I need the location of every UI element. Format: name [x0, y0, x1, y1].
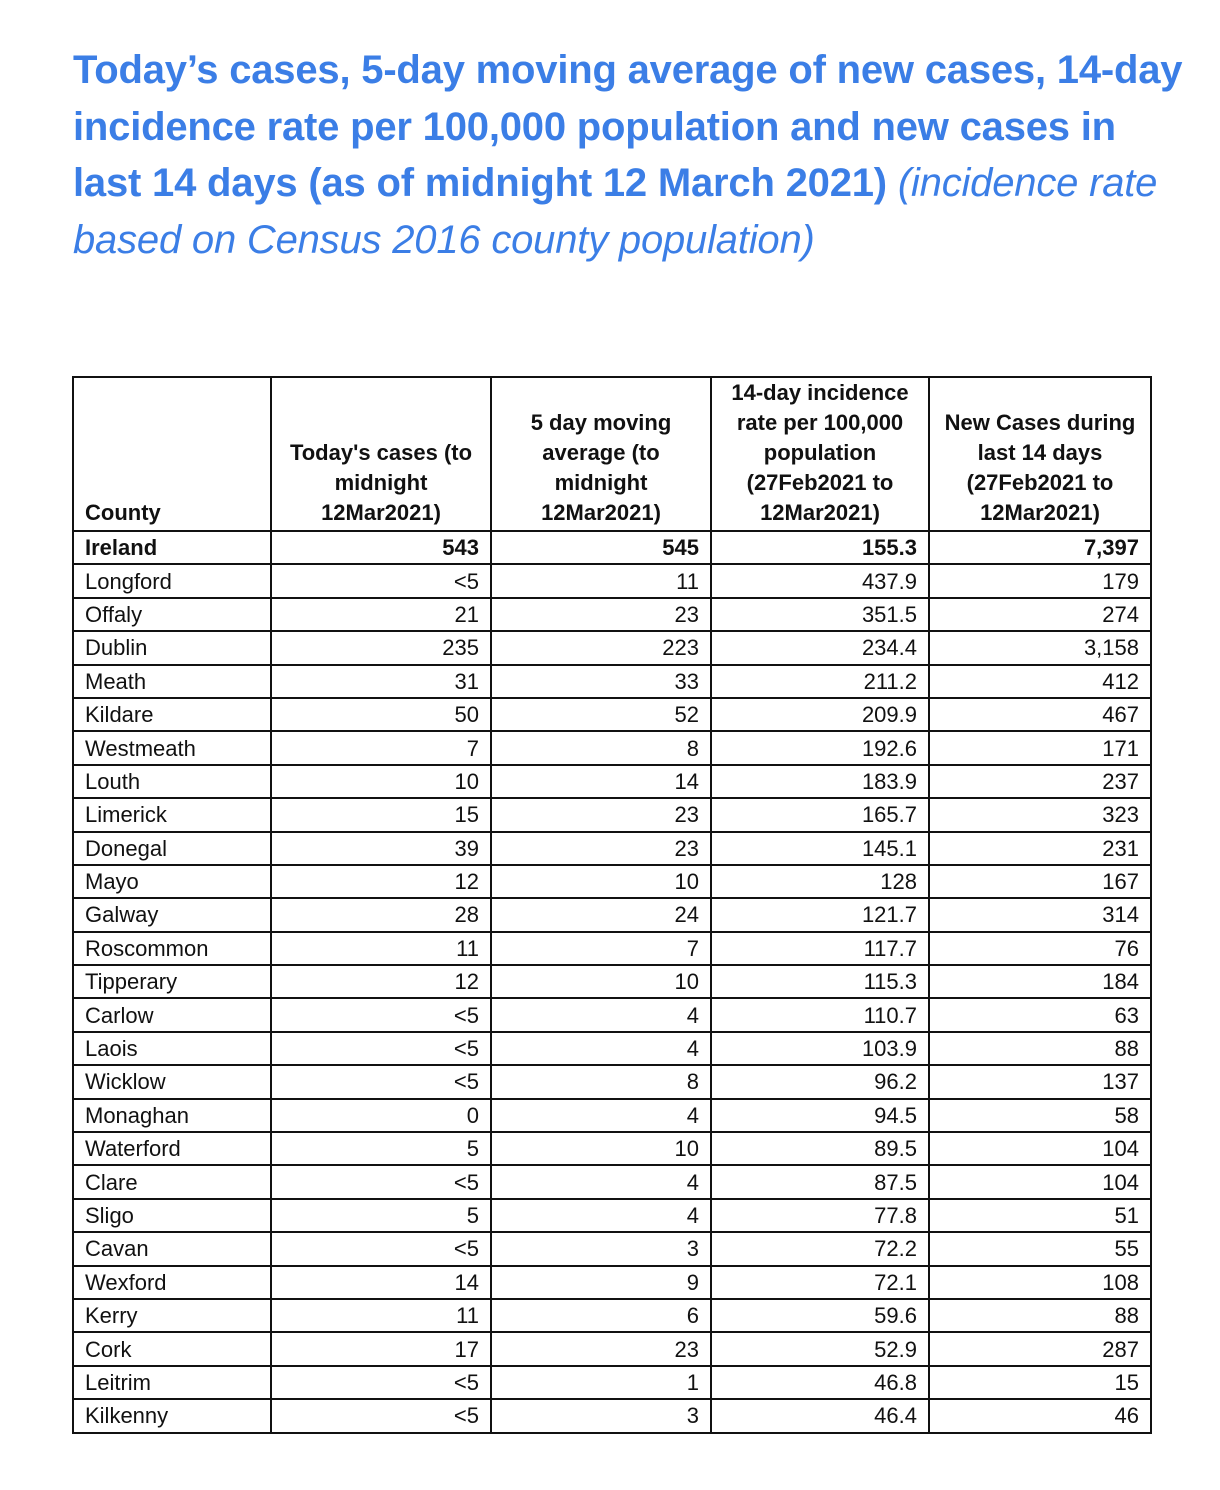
county-name: Donegal: [73, 832, 271, 865]
table-row: [73, 865, 1151, 898]
new-cases: 15: [929, 1366, 1151, 1399]
moving-average: 545: [491, 531, 711, 564]
todays-cases: 28: [271, 898, 491, 931]
table-row: [73, 1132, 1151, 1165]
table-row: [73, 1232, 1151, 1265]
new-cases: 104: [929, 1165, 1151, 1198]
new-cases: 167: [929, 865, 1151, 898]
incidence-rate: 72.1: [711, 1266, 929, 1299]
county-name: Galway: [73, 898, 271, 931]
new-cases: 46: [929, 1399, 1151, 1432]
table-row: [73, 731, 1151, 764]
todays-cases: 5: [271, 1132, 491, 1165]
moving-average: 4: [491, 1165, 711, 1198]
incidence-rate: 155.3: [711, 531, 929, 564]
todays-cases: <5: [271, 1232, 491, 1265]
header-todays-cases: Today's cases (to midnight 12Mar2021): [271, 377, 491, 531]
moving-average: 23: [491, 1332, 711, 1365]
county-name: Tipperary: [73, 965, 271, 998]
total-row: [73, 531, 1151, 564]
table-row: [73, 1099, 1151, 1132]
county-name: Limerick: [73, 798, 271, 831]
county-name: Westmeath: [73, 731, 271, 764]
table-row: [73, 1065, 1151, 1098]
todays-cases: 10: [271, 765, 491, 798]
new-cases: 63: [929, 998, 1151, 1031]
new-cases: 179: [929, 564, 1151, 597]
todays-cases: <5: [271, 564, 491, 597]
incidence-rate: 46.8: [711, 1366, 929, 1399]
county-name: Kilkenny: [73, 1399, 271, 1432]
county-name: Longford: [73, 564, 271, 597]
county-name: Laois: [73, 1032, 271, 1065]
county-name: Roscommon: [73, 932, 271, 965]
new-cases: 137: [929, 1065, 1151, 1098]
county-name: Louth: [73, 765, 271, 798]
incidence-rate: 117.7: [711, 932, 929, 965]
new-cases: 51: [929, 1199, 1151, 1232]
todays-cases: 21: [271, 598, 491, 631]
moving-average: 1: [491, 1366, 711, 1399]
moving-average: 14: [491, 765, 711, 798]
incidence-rate: 59.6: [711, 1299, 929, 1332]
incidence-rate: 165.7: [711, 798, 929, 831]
todays-cases: <5: [271, 1165, 491, 1198]
table-row: [73, 631, 1151, 664]
incidence-rate: 209.9: [711, 698, 929, 731]
moving-average: 24: [491, 898, 711, 931]
incidence-rate: 52.9: [711, 1332, 929, 1365]
todays-cases: <5: [271, 1065, 491, 1098]
incidence-rate: 115.3: [711, 965, 929, 998]
header-row: [73, 377, 1151, 531]
table-row: [73, 1332, 1151, 1365]
moving-average: 4: [491, 1032, 711, 1065]
new-cases: 76: [929, 932, 1151, 965]
new-cases: 323: [929, 798, 1151, 831]
incidence-rate: 89.5: [711, 1132, 929, 1165]
new-cases: 58: [929, 1099, 1151, 1132]
title-main: Today’s cases, 5-day moving average of new cases, 14-day incidence rate per 100,000 population and new cases in last 14 days (as of midnight 12 March 2021): [73, 48, 1183, 205]
moving-average: 10: [491, 865, 711, 898]
todays-cases: 14: [271, 1266, 491, 1299]
new-cases: 412: [929, 665, 1151, 698]
new-cases: 108: [929, 1266, 1151, 1299]
table-row: [73, 932, 1151, 965]
new-cases: 55: [929, 1232, 1151, 1265]
new-cases: 237: [929, 765, 1151, 798]
county-name: Mayo: [73, 865, 271, 898]
incidence-rate: 234.4: [711, 631, 929, 664]
header-5-day-average: 5 day moving average (to midnight 12Mar2021): [491, 377, 711, 531]
incidence-rate: 94.5: [711, 1099, 929, 1132]
moving-average: 8: [491, 1065, 711, 1098]
moving-average: 6: [491, 1299, 711, 1332]
todays-cases: 7: [271, 731, 491, 764]
table-row: [73, 1399, 1151, 1432]
table-row: [73, 965, 1151, 998]
moving-average: 52: [491, 698, 711, 731]
county-cases-table: [72, 376, 1152, 1434]
county-name: Carlow: [73, 998, 271, 1031]
todays-cases: 11: [271, 1299, 491, 1332]
new-cases: 104: [929, 1132, 1151, 1165]
incidence-rate: 211.2: [711, 665, 929, 698]
new-cases: 88: [929, 1299, 1151, 1332]
table-row: [73, 598, 1151, 631]
incidence-rate: 72.2: [711, 1232, 929, 1265]
incidence-rate: 77.8: [711, 1199, 929, 1232]
county-name: Ireland: [73, 531, 271, 564]
moving-average: 11: [491, 564, 711, 597]
title-note: (incidence rate based on Census 2016 county population): [73, 161, 1158, 262]
moving-average: 8: [491, 731, 711, 764]
new-cases: 184: [929, 965, 1151, 998]
moving-average: 4: [491, 998, 711, 1031]
moving-average: 23: [491, 832, 711, 865]
county-name: Waterford: [73, 1132, 271, 1165]
table-row: [73, 1199, 1151, 1232]
incidence-rate: 145.1: [711, 832, 929, 865]
new-cases: 7,397: [929, 531, 1151, 564]
incidence-rate: 192.6: [711, 731, 929, 764]
incidence-rate: 437.9: [711, 564, 929, 597]
todays-cases: <5: [271, 1366, 491, 1399]
header-new-cases-14-days: New Cases during last 14 days (27Feb2021 to 12Mar2021): [929, 377, 1151, 531]
new-cases: 231: [929, 832, 1151, 865]
table-row: [73, 564, 1151, 597]
moving-average: 33: [491, 665, 711, 698]
todays-cases: 39: [271, 832, 491, 865]
county-name: Sligo: [73, 1199, 271, 1232]
table-row: [73, 665, 1151, 698]
table-row: [73, 898, 1151, 931]
county-name: Clare: [73, 1165, 271, 1198]
todays-cases: 12: [271, 865, 491, 898]
moving-average: 23: [491, 598, 711, 631]
header-county: County: [73, 377, 271, 531]
county-name: Leitrim: [73, 1366, 271, 1399]
county-name: Kildare: [73, 698, 271, 731]
new-cases: 88: [929, 1032, 1151, 1065]
moving-average: 23: [491, 798, 711, 831]
todays-cases: 0: [271, 1099, 491, 1132]
county-name: Offaly: [73, 598, 271, 631]
county-name: Cork: [73, 1332, 271, 1365]
moving-average: 4: [491, 1199, 711, 1232]
todays-cases: 50: [271, 698, 491, 731]
moving-average: 223: [491, 631, 711, 664]
todays-cases: <5: [271, 1399, 491, 1432]
new-cases: 287: [929, 1332, 1151, 1365]
moving-average: 10: [491, 965, 711, 998]
todays-cases: <5: [271, 1032, 491, 1065]
table-row: [73, 998, 1151, 1031]
table-row: [73, 765, 1151, 798]
new-cases: 314: [929, 898, 1151, 931]
county-name: Wicklow: [73, 1065, 271, 1098]
moving-average: 10: [491, 1132, 711, 1165]
table-row: [73, 1266, 1151, 1299]
incidence-rate: 87.5: [711, 1165, 929, 1198]
incidence-rate: 96.2: [711, 1065, 929, 1098]
incidence-rate: 103.9: [711, 1032, 929, 1065]
new-cases: 274: [929, 598, 1151, 631]
todays-cases: 15: [271, 798, 491, 831]
incidence-rate: 110.7: [711, 998, 929, 1031]
county-name: Kerry: [73, 1299, 271, 1332]
new-cases: 171: [929, 731, 1151, 764]
incidence-rate: 183.9: [711, 765, 929, 798]
page-title: [73, 42, 1183, 268]
table-row: [73, 1032, 1151, 1065]
incidence-rate: 351.5: [711, 598, 929, 631]
county-name: Monaghan: [73, 1099, 271, 1132]
county-name: Meath: [73, 665, 271, 698]
incidence-rate: 128: [711, 865, 929, 898]
todays-cases: 17: [271, 1332, 491, 1365]
county-name: Dublin: [73, 631, 271, 664]
moving-average: 3: [491, 1399, 711, 1432]
moving-average: 7: [491, 932, 711, 965]
header-14-day-incidence: 14-day incidence rate per 100,000 population (27Feb2021 to 12Mar2021): [711, 377, 929, 531]
incidence-rate: 121.7: [711, 898, 929, 931]
table-row: [73, 1165, 1151, 1198]
todays-cases: 235: [271, 631, 491, 664]
new-cases: 3,158: [929, 631, 1151, 664]
todays-cases: <5: [271, 998, 491, 1031]
county-name: Cavan: [73, 1232, 271, 1265]
new-cases: 467: [929, 698, 1151, 731]
table-row: [73, 698, 1151, 731]
moving-average: 9: [491, 1266, 711, 1299]
todays-cases: 11: [271, 932, 491, 965]
todays-cases: 5: [271, 1199, 491, 1232]
table-row: [73, 832, 1151, 865]
moving-average: 4: [491, 1099, 711, 1132]
table-row: [73, 1366, 1151, 1399]
table-row: [73, 1299, 1151, 1332]
todays-cases: 12: [271, 965, 491, 998]
moving-average: 3: [491, 1232, 711, 1265]
incidence-rate: 46.4: [711, 1399, 929, 1432]
todays-cases: 543: [271, 531, 491, 564]
todays-cases: 31: [271, 665, 491, 698]
county-name: Wexford: [73, 1266, 271, 1299]
table-row: [73, 798, 1151, 831]
